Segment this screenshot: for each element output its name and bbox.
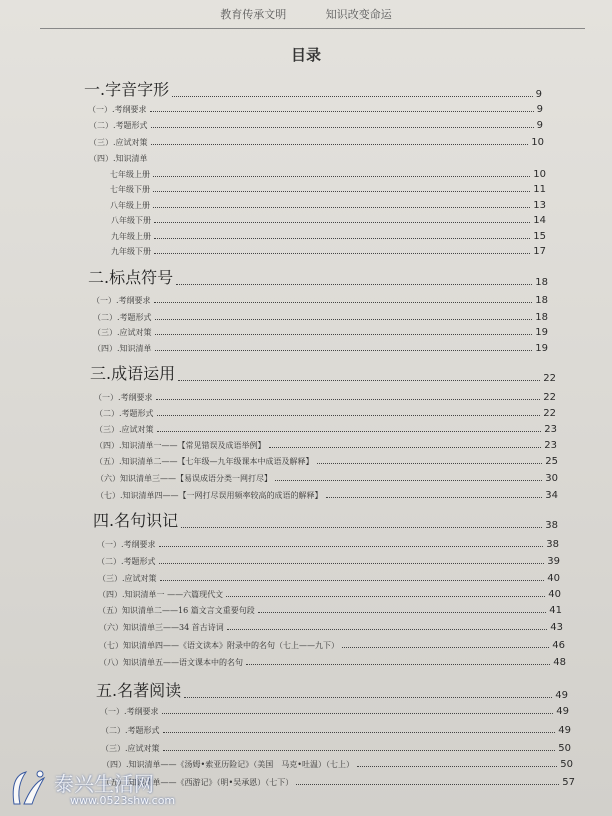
toc-entry-label: （四）.知识清单 <box>93 344 152 353</box>
toc-entry-page: 49 <box>558 725 571 736</box>
toc-entry-page: 15 <box>533 231 546 242</box>
toc-entry-label: （二）.考题形式 <box>89 121 148 130</box>
toc-entry-label: （一）.考纲要求 <box>94 393 153 402</box>
toc-leader-dots <box>172 95 533 97</box>
toc-entry-page: 49 <box>556 706 569 717</box>
toc-entry <box>90 364 556 384</box>
toc-entry-label: （七）.知识清单四——【一网打尽误用频率较高的成语的解释】 <box>96 491 323 500</box>
watermark-url: www.0523shw.com <box>70 794 176 807</box>
toc-entry-page: 30 <box>545 473 558 484</box>
toc-entry-page: 22 <box>543 373 556 384</box>
toc-leader-dots <box>163 731 556 733</box>
toc-entry-page: 43 <box>550 622 563 633</box>
toc-leader-dots <box>269 446 542 448</box>
toc-entry-label: （六）知识清单三——34 首古诗词 <box>99 623 224 632</box>
toc-leader-dots <box>155 318 533 320</box>
toc-leader-dots <box>181 526 542 528</box>
toc-entry <box>96 487 558 501</box>
toc-entry <box>98 602 562 616</box>
toc-entry <box>93 511 558 531</box>
toc-entry-page: 34 <box>545 490 558 501</box>
toc-entry <box>88 268 548 288</box>
toc-leader-dots <box>159 545 544 547</box>
header-rule <box>40 28 585 29</box>
toc-entry-page: 18 <box>535 295 548 306</box>
toc-entry-page: 11 <box>533 184 546 195</box>
toc-entry <box>99 654 566 668</box>
toc-leader-dots <box>357 765 557 767</box>
toc-entry-page: 10 <box>533 169 546 180</box>
toc-entry-label: 九年级上册 <box>111 232 151 241</box>
toc-leader-dots <box>176 283 532 285</box>
toc-entry-page: 49 <box>555 690 568 701</box>
toc-leader-dots <box>159 562 545 564</box>
toc-entry <box>110 181 546 195</box>
toc-entry-label: （二）.考题形式 <box>95 409 154 418</box>
toc-entry-label: （五）.知识清单——《西游记》（明•吴承恩）（七下） <box>102 778 294 787</box>
toc-entry-label: 三.成语运用 <box>90 364 176 383</box>
toc-leader-dots <box>163 749 556 751</box>
toc-entry-page: 38 <box>546 539 559 550</box>
toc-entry-page: 38 <box>545 520 558 531</box>
toc-entry <box>96 470 558 484</box>
toc-entry <box>111 212 546 226</box>
toc-entry-page: 39 <box>547 556 560 567</box>
toc-entry-label: 七年级上册 <box>110 170 150 179</box>
toc-entry-page: 13 <box>533 200 546 211</box>
watermark-icon <box>6 766 50 810</box>
toc-entry-label: （三）.应试对策 <box>101 744 160 753</box>
toc-entry-page: 18 <box>535 277 548 288</box>
toc-leader-dots <box>226 595 545 597</box>
page-header <box>0 6 612 28</box>
toc-entry-page: 50 <box>560 759 573 770</box>
toc-leader-dots <box>157 430 542 432</box>
toc-entry <box>101 722 571 736</box>
toc-entry-label: 九年级下册 <box>111 247 151 256</box>
toc-entry-page: 40 <box>548 589 561 600</box>
toc-entry-label: （三）.应试对策 <box>93 328 152 337</box>
toc-entry-label: （一）.考纲要求 <box>88 105 147 114</box>
toc-leader-dots <box>156 398 541 400</box>
toc-entry-label: （一）.考纲要求 <box>97 540 156 549</box>
toc-entry-label: （七）知识清单四——《语文读本》附录中的名句（七上——九下） <box>99 641 339 650</box>
toc-entry <box>97 553 560 567</box>
toc-entry <box>110 166 546 180</box>
toc-entry-label: （四）.知识清单——《汤姆•索亚历险记》（美国 马克•吐温）（七上） <box>102 760 354 769</box>
toc-entry <box>95 421 557 435</box>
toc-leader-dots <box>326 496 543 498</box>
toc-entry-label: （四）.知识清单一——【常见错误及成语举例】 <box>95 441 266 450</box>
toc-leader-dots <box>317 462 543 464</box>
toc-entry-label: （六）知识清单三——【易误成语分类一网打尽】 <box>96 474 272 483</box>
toc-entry <box>89 150 544 164</box>
toc-entry-page: 48 <box>553 657 566 668</box>
toc-entry-page: 17 <box>533 246 546 257</box>
toc-entry-page: 14 <box>533 215 546 226</box>
toc-entry <box>92 292 548 306</box>
toc-leader-dots <box>246 663 550 665</box>
toc-entry-label: 八年级上册 <box>110 201 150 210</box>
toc-leader-dots <box>296 783 559 785</box>
toc-entry-label: 八年级下册 <box>111 216 151 225</box>
toc-entry-page: 23 <box>544 440 557 451</box>
watermark-logo <box>0 760 300 816</box>
toc-entry <box>111 243 546 257</box>
toc-entry-page: 50 <box>558 743 571 754</box>
toc-leader-dots <box>151 126 534 128</box>
toc-entry <box>89 134 544 148</box>
toc-leader-dots <box>227 628 548 630</box>
toc-entry-label: （一）.考纲要求 <box>100 707 159 716</box>
toc-entry <box>111 228 546 242</box>
toc-leader-dots <box>153 206 530 208</box>
toc-entry-label: （三）.应试对策 <box>95 425 154 434</box>
toc-entry-page: 41 <box>549 605 562 616</box>
toc-title: 目录 <box>290 46 321 64</box>
toc-entry-label: （一）.考纲要求 <box>92 296 151 305</box>
toc-leader-dots <box>342 646 549 648</box>
toc-leader-dots <box>178 379 540 381</box>
toc-leader-dots <box>154 237 530 239</box>
toc-leader-dots <box>154 252 530 254</box>
toc-entry-label: （五）知识清单二——16 篇文言文重要句段 <box>98 606 255 615</box>
toc-entry-page: 57 <box>562 777 575 788</box>
toc-entry-page: 22 <box>543 392 556 403</box>
toc-entry-page: 25 <box>545 456 558 467</box>
toc-leader-dots <box>184 696 552 698</box>
toc-entry <box>93 324 548 338</box>
toc-leader-dots <box>154 221 530 223</box>
toc-entry-page: 23 <box>544 424 557 435</box>
toc-entry-label: 七年级下册 <box>110 185 150 194</box>
toc-entry-page: 19 <box>535 327 548 338</box>
toc-entry <box>93 340 548 354</box>
toc-entry-label: 一.字音字形 <box>84 80 170 99</box>
header-left-text: 教育传承文明 <box>220 8 287 21</box>
toc-entry-label: （二）.考题形式 <box>101 726 160 735</box>
toc-entry-label: （三）.应试对策 <box>89 138 148 147</box>
toc-entry-page: 46 <box>552 640 565 651</box>
toc-entry-label: （三）.应试对策 <box>98 574 157 583</box>
toc-leader-dots <box>155 333 533 335</box>
toc-entry <box>96 681 568 701</box>
toc-entry-label: （二）.考题形式 <box>97 557 156 566</box>
toc-entry-label: 二.标点符号 <box>88 268 174 287</box>
toc-entry <box>101 740 571 754</box>
toc-entry-label: （五）.知识清单二——【七年级—九年级课本中成语及解释】 <box>95 457 314 466</box>
watermark-name: 泰兴生活网 <box>54 772 154 796</box>
toc-leader-dots <box>150 110 534 112</box>
toc-entry-page: 19 <box>535 343 548 354</box>
toc-entry <box>99 619 563 633</box>
toc-leader-dots <box>157 414 541 416</box>
toc-entry-page: 18 <box>535 312 548 323</box>
header-right-text: 知识改变命运 <box>325 8 392 21</box>
toc-entry-page: 9 <box>535 89 542 100</box>
toc-leader-dots <box>154 301 533 303</box>
toc-entry <box>97 536 559 550</box>
toc-entry-page: 22 <box>543 408 556 419</box>
toc-leader-dots <box>162 712 554 714</box>
toc-leader-dots <box>160 579 545 581</box>
toc-entry <box>100 703 569 717</box>
toc-leader-dots <box>275 479 542 481</box>
toc-entry-page: 9 <box>536 104 543 115</box>
toc-entry-label: 五.名著阅读 <box>96 681 182 700</box>
toc-entry-label: （二）.考题形式 <box>93 313 152 322</box>
toc-entry <box>84 80 542 100</box>
toc-leader-dots <box>151 143 529 145</box>
toc-entry <box>98 570 560 584</box>
toc-entry-page: 40 <box>547 573 560 584</box>
toc-entry <box>110 197 546 211</box>
toc-entry <box>95 437 557 451</box>
toc-entry-label: （四）.知识清单一 ——六篇现代文 <box>98 590 224 599</box>
toc-entry <box>88 101 543 115</box>
toc-entry-label: （八）知识清单五——语文课本中的名句 <box>99 658 243 667</box>
toc-leader-dots <box>153 175 530 177</box>
toc-entry <box>99 637 565 651</box>
toc-leader-dots <box>258 611 547 613</box>
toc-entry-page: 9 <box>536 120 543 131</box>
toc-entry <box>93 309 548 323</box>
toc-entry-label: 四.名句识记 <box>93 511 179 530</box>
toc-entry <box>98 586 561 600</box>
toc-entry <box>94 389 556 403</box>
toc-leader-dots <box>155 349 533 351</box>
toc-entry <box>95 405 556 419</box>
toc-entry-page: 10 <box>531 137 544 148</box>
toc-entry-label: （四）.知识清单 <box>89 154 148 163</box>
toc-leader-dots <box>153 190 530 192</box>
toc-entry <box>89 117 543 131</box>
toc-entry <box>95 453 558 467</box>
